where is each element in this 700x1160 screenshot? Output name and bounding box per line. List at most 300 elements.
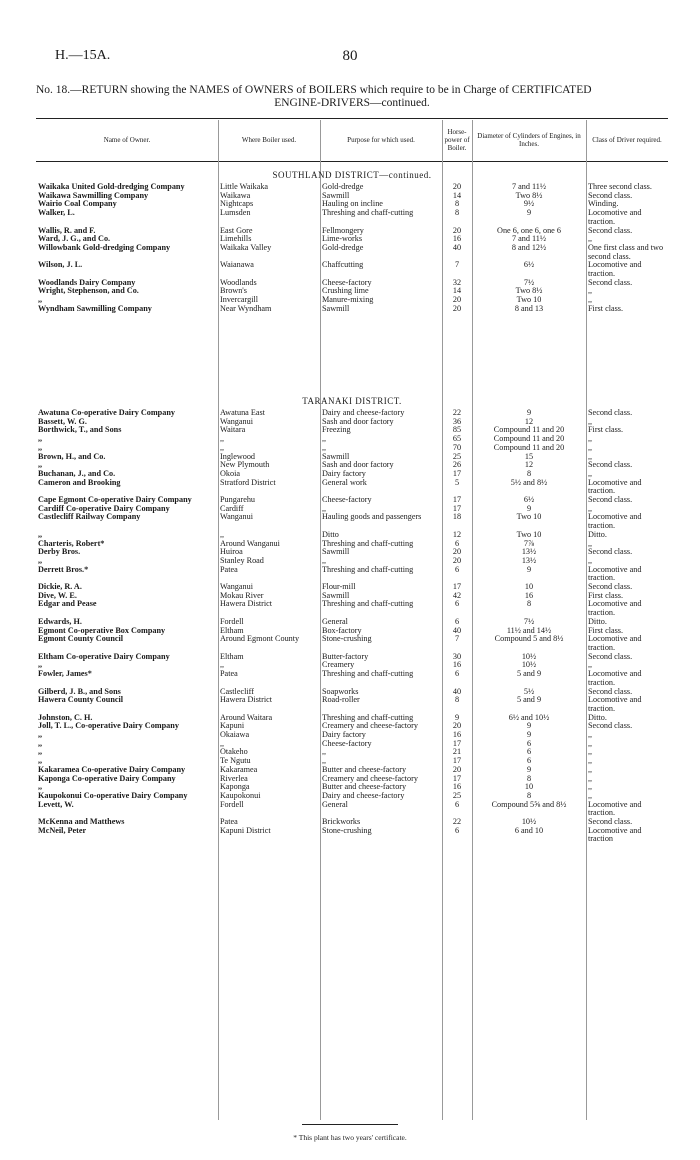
cell-purpose: Butter and cheese-factory [322, 764, 407, 774]
cell-hp: 6 [454, 564, 460, 574]
cell-owner: Hawera County Council [38, 695, 124, 705]
cell-where: Kaponga [220, 782, 250, 792]
cell-dia: 6 [526, 738, 532, 748]
cell-dia: 5 and 9 [516, 695, 542, 705]
cell-where: Kakaramea [220, 764, 258, 774]
table-row [36, 444, 668, 453]
cell-where: Waianawa [220, 260, 254, 270]
cell-cls: Locomotive and traction. [588, 599, 642, 618]
cell-purpose: Flour-mill [322, 582, 356, 592]
cell-hp: 16 [452, 660, 462, 670]
cell-hp: 40 [452, 625, 462, 635]
header-bottom-rule [36, 161, 668, 162]
cell-hp: 26 [452, 460, 462, 470]
cell-where: Woodlands [220, 277, 257, 287]
cell-purpose: Hauling on incline [322, 199, 383, 209]
table-row [36, 670, 668, 687]
page-number: 80 [342, 48, 358, 64]
cell-dia: 9 [526, 564, 532, 574]
cell-hp: 32 [452, 277, 462, 287]
cell-hp: 6 [454, 599, 460, 609]
cell-where: Eltham [220, 651, 244, 661]
cell-where: ,, [220, 660, 225, 670]
table-row [36, 540, 668, 549]
cell-cls: Second class. [588, 817, 633, 827]
cell-owner: Wilson, J. L. [38, 260, 83, 270]
cell-dia: 6½ and 10½ [508, 712, 550, 722]
cell-owner: McNeil, Peter [38, 825, 87, 835]
cell-where: Okaiawa [220, 730, 250, 740]
table-row [36, 244, 668, 261]
cell-purpose: Sawmill [322, 303, 350, 313]
cell-dia: 6 [526, 747, 532, 757]
cell-where: Stanley Road [220, 555, 264, 565]
cell-cls: First class. [588, 590, 624, 600]
cell-owner: Edgar and Pease [38, 599, 97, 609]
cell-purpose: Hauling goods and passengers [322, 512, 422, 522]
cell-where: ,, [220, 434, 225, 444]
cell-where: Patea [220, 564, 238, 574]
cell-owner: Gilberd, J. B., and Sons [38, 686, 121, 696]
cell-cls: Ditto. [588, 529, 607, 539]
cell-hp: 20 [452, 303, 462, 313]
cell-owner: Waikawa Sawmilling Company [38, 190, 149, 200]
cell-cls: Second class. [588, 408, 633, 417]
cell-hp: 22 [452, 817, 462, 827]
cell-hp: 7 [454, 634, 460, 644]
cell-dia: 9 [526, 764, 532, 774]
cell-cls: ,, [588, 730, 593, 740]
cell-dia: 11½ and 14½ [506, 625, 552, 635]
table-row [36, 583, 668, 592]
cell-hp: 20 [452, 764, 462, 774]
cell-purpose: Sawmill [322, 547, 350, 557]
cell-purpose: Stone-crushing [322, 634, 372, 644]
cell-cls: ,, [588, 782, 593, 792]
column-header-owner: Name of Owner. [103, 136, 151, 144]
cell-where: Pungarehu [220, 495, 256, 505]
cell-dia: 5½ [523, 686, 535, 696]
cell-owner: ,, [38, 730, 43, 740]
cell-dia: Two 10 [516, 295, 542, 305]
cell-dia: 7 and 11½ [511, 182, 547, 191]
cell-owner: Levett, W. [38, 799, 74, 809]
cell-hp: 8 [454, 208, 460, 218]
cell-hp: 18 [452, 512, 462, 522]
cell-hp: 30 [452, 651, 462, 661]
cell-hp: 12 [452, 529, 462, 539]
cell-cls: ,, [588, 773, 593, 783]
cell-where: Around Waitara [220, 712, 273, 722]
cell-dia: Compound 11 and 20 [493, 425, 565, 435]
cell-purpose: ,, [322, 442, 327, 452]
cell-purpose: Sawmill [322, 451, 350, 461]
cell-where: Waikawa [220, 190, 251, 200]
cell-purpose: Gold-dredge [322, 182, 364, 191]
cell-cls: Second class. [588, 495, 633, 505]
cell-where: Stratford District [220, 477, 276, 487]
table-row [36, 426, 668, 435]
cell-purpose: Cheese-factory [322, 495, 372, 505]
cell-purpose: Lime-works [322, 234, 363, 244]
cell-hp: 6 [454, 616, 460, 626]
cell-dia: 7 and 11½ [511, 234, 547, 244]
cell-where: East Gore [220, 225, 253, 235]
cell-hp: 8 [454, 199, 460, 209]
cell-owner: Wallis, R. and F. [38, 225, 96, 235]
cell-owner: Ward, J. G., and Co. [38, 234, 111, 244]
cell-dia: 8 [526, 468, 532, 478]
cell-where: Fordell [220, 616, 244, 626]
cell-cls: ,, [588, 503, 593, 513]
cell-purpose: Crushing lime [322, 286, 369, 296]
cell-owner: Cape Egmont Co-operative Dairy Company [38, 495, 192, 505]
section-heading-southland: SOUTHLAND DISTRICT—continued. [272, 170, 432, 180]
cell-owner: Waikaka United Gold-dredging Company [38, 182, 185, 191]
cell-cls: Locomotive and traction. [588, 208, 642, 226]
table-row [36, 435, 668, 444]
cell-where: Te Ngutu [220, 756, 251, 766]
cell-where: ,, [220, 738, 225, 748]
cell-dia: One 6, one 6, one 6 [497, 225, 561, 235]
cell-owner: McKenna and Matthews [38, 817, 125, 827]
cell-hp: 6 [454, 825, 460, 835]
cell-where: Awatuna East [220, 408, 265, 417]
cell-dia: 5½ and 8½ [510, 477, 548, 487]
cell-cls: Second class. [588, 686, 633, 696]
cell-dia: 10½ [521, 817, 537, 827]
cell-owner: Awatuna Co-operative Dairy Company [38, 408, 175, 417]
cell-where: Brown's [220, 286, 247, 296]
table-row [36, 792, 668, 801]
cell-owner: Edwards, H. [38, 616, 82, 626]
table-row [36, 827, 668, 844]
table-row [36, 600, 668, 617]
cell-cls: Locomotive and traction [588, 825, 642, 844]
cell-dia: 12 [524, 416, 534, 426]
cell-owner: Wright, Stephenson, and Co. [38, 286, 139, 296]
cell-cls: ,, [588, 790, 593, 800]
cell-dia: 5 and 9 [516, 669, 542, 679]
cell-purpose: ,, [322, 503, 327, 513]
cell-dia: Two 10 [516, 512, 542, 522]
cell-hp: 5 [454, 477, 460, 487]
cell-purpose: Cheese-factory [322, 277, 372, 287]
table-title [36, 84, 668, 110]
cell-hp: 20 [452, 555, 462, 565]
cell-purpose: Threshing and chaff-cutting [322, 669, 414, 679]
column-header-class: Class of Driver required. [592, 136, 662, 144]
table-row [36, 801, 668, 818]
cell-dia: 9 [526, 408, 532, 417]
cell-where: Cardiff [220, 503, 244, 513]
cell-hp: 14 [452, 190, 462, 200]
cell-where: Mokau River [220, 590, 264, 600]
cell-dia: 6 and 10 [514, 825, 544, 835]
cell-cls: Second class. [588, 277, 633, 287]
cell-dia: 9 [526, 208, 532, 218]
cell-owner: ,, [38, 529, 43, 539]
cell-purpose: Ditto [322, 529, 339, 539]
cell-dia: 8 and 13 [514, 303, 544, 313]
cell-purpose: Brickworks [322, 817, 361, 827]
cell-owner: ,, [38, 782, 43, 792]
footnote: * This plant has two years' certificate. [293, 1133, 407, 1142]
cell-purpose: Threshing and chaff-cutting [322, 712, 414, 722]
cell-dia: Compound 5⅝ and 8½ [491, 799, 567, 809]
cell-purpose: General work [322, 477, 367, 487]
page-reference: H.—15A. [55, 48, 111, 63]
cell-cls: ,, [588, 451, 593, 461]
cell-cls: ,, [588, 538, 593, 548]
cell-cls: ,, [588, 555, 593, 565]
cell-cls: First class. [588, 625, 624, 635]
cell-owner: ,, [38, 747, 43, 757]
taranaki-table [36, 409, 668, 844]
cell-hp: 17 [452, 503, 462, 513]
cell-where: Invercargill [220, 295, 259, 305]
cell-where: Wanganui [220, 582, 253, 592]
cell-where: Riverlea [220, 773, 248, 783]
cell-purpose: Threshing and chaff-cutting [322, 599, 414, 609]
cell-where: Wanganui [220, 416, 253, 426]
cell-dia: 15 [524, 451, 534, 461]
cell-purpose: Freezing [322, 425, 351, 435]
cell-cls: Second class. [588, 225, 633, 235]
cell-hp: 8 [454, 695, 460, 705]
cell-hp: 70 [452, 442, 462, 452]
header-top-rule [36, 118, 668, 119]
cell-where: New Plymouth [220, 460, 270, 470]
cell-owner: Buchanan, J., and Co. [38, 468, 116, 478]
cell-hp: 42 [452, 590, 462, 600]
cell-owner: Fowler, James* [38, 669, 92, 679]
cell-where: Huiroa [220, 547, 243, 557]
cell-cls: Locomotive and traction. [588, 695, 642, 713]
cell-dia: 6½ [523, 260, 535, 270]
cell-cls: Winding. [588, 199, 619, 209]
cell-purpose: Sash and door factory [322, 460, 394, 470]
cell-where: Otakeho [220, 747, 248, 757]
cell-owner: Egmont County Council [38, 634, 124, 644]
cell-owner: Charteris, Robert* [38, 538, 105, 548]
cell-cls: ,, [588, 286, 593, 296]
cell-where: Okoia [220, 468, 241, 478]
cell-dia: 9 [526, 721, 532, 731]
cell-purpose: Fellmongery [322, 225, 364, 235]
cell-owner: Derby Bros. [38, 547, 81, 557]
cell-hp: 17 [452, 468, 462, 478]
cell-where: Hawera District [220, 695, 273, 705]
cell-cls: Ditto. [588, 712, 607, 722]
cell-purpose: Dairy factory [322, 730, 366, 740]
cell-cls: Second class. [588, 721, 633, 731]
cell-purpose: Threshing and chaff-cutting [322, 208, 414, 218]
cell-dia: 8 [526, 790, 532, 800]
cell-owner: ,, [38, 660, 43, 670]
table-title-line-1: No. 18.—RETURN showing the NAMES of OWNERS of BOILERS which require to be in Charge of CERTIFICATED [36, 84, 592, 96]
cell-hp: 65 [452, 434, 462, 444]
cell-dia: 13½ [521, 547, 537, 557]
table-row [36, 261, 668, 278]
cell-owner: ,, [38, 442, 43, 452]
cell-dia: 7½ [523, 616, 535, 626]
cell-purpose: General [322, 799, 348, 809]
cell-owner: Kaponga Co-operative Dairy Company [38, 773, 176, 783]
cell-owner: Cardiff Co-operative Dairy Company [38, 503, 170, 513]
cell-purpose: Creamery [322, 660, 355, 670]
cell-cls: ,, [588, 234, 593, 244]
cell-purpose: Manure-mixing [322, 295, 374, 305]
cell-purpose: Butter-factory [322, 651, 369, 661]
cell-purpose: Sawmill [322, 590, 350, 600]
cell-hp: 17 [452, 756, 462, 766]
cell-cls: Three second class. [588, 182, 652, 191]
cell-where: Around Wanganui [220, 538, 280, 548]
cell-hp: 17 [452, 738, 462, 748]
section-heading-taranaki: TARANAKI DISTRICT. [302, 396, 402, 406]
column-header-purpose: Purpose for which used. [347, 136, 415, 144]
cell-hp: 6 [454, 669, 460, 679]
cell-cls: Locomotive and traction. [588, 260, 642, 279]
cell-cls: Locomotive and traction. [588, 799, 642, 818]
table-row [36, 740, 668, 749]
cell-hp: 9 [454, 712, 460, 722]
cell-purpose: ,, [322, 555, 327, 565]
cell-owner: ,, [38, 460, 43, 470]
cell-dia: Compound 5 and 8½ [494, 634, 564, 644]
cell-dia: 9 [526, 503, 532, 513]
cell-cls: Locomotive and traction. [588, 512, 642, 531]
cell-cls: ,, [588, 756, 593, 766]
cell-dia: 7½ [523, 277, 535, 287]
cell-owner: Brown, H., and Co. [38, 451, 106, 461]
table-row [36, 635, 668, 652]
cell-purpose: Threshing and chaff-cutting [322, 538, 414, 548]
cell-where: Hawera District [220, 599, 273, 609]
cell-cls: First class. [588, 425, 624, 435]
cell-where: Limehills [220, 234, 252, 244]
column-header-where: Where Boiler used. [241, 136, 297, 144]
cell-hp: 6 [454, 538, 460, 548]
cell-purpose: Creamery and cheese-factory [322, 721, 418, 731]
cell-cls: One first class and two second class. [588, 242, 664, 261]
cell-owner: ,, [38, 738, 43, 748]
cell-where: Patea [220, 817, 238, 827]
cell-cls: ,, [588, 764, 593, 774]
cell-where: Nightcaps [220, 199, 254, 209]
cell-where: Little Waikaka [220, 182, 269, 191]
cell-hp: 14 [452, 286, 462, 296]
table-title-line-2: ENGINE-DRIVERS—continued. [274, 97, 430, 109]
cell-cls: Second class. [588, 582, 633, 592]
cell-where: ,, [220, 529, 225, 539]
cell-where: Fordell [220, 799, 244, 809]
cell-cls: Locomotive and traction. [588, 634, 642, 652]
cell-cls: ,, [588, 442, 593, 452]
cell-hp: 21 [452, 747, 462, 757]
cell-cls: ,, [588, 747, 593, 757]
cell-where: Near Wyndham [220, 303, 272, 313]
table-row [36, 479, 668, 496]
cell-cls: Locomotive and traction. [588, 477, 642, 496]
cell-hp: 17 [452, 582, 462, 592]
cell-where: Patea [220, 669, 238, 679]
cell-dia: 16 [524, 590, 534, 600]
cell-owner: Dickie, R. A. [38, 582, 82, 592]
cell-hp: 20 [452, 547, 462, 557]
cell-dia: 9 [526, 730, 532, 740]
cell-hp: 20 [452, 225, 462, 235]
table-row [36, 548, 668, 557]
cell-cls: Second class. [588, 460, 633, 470]
cell-purpose: Chaffcutting [322, 260, 364, 270]
cell-owner: Willowbank Gold-dredging Company [38, 242, 171, 252]
cell-cls: ,, [588, 468, 593, 478]
cell-owner: Eltham Co-operative Dairy Company [38, 651, 170, 661]
cell-purpose: ,, [322, 747, 327, 757]
cell-hp: 17 [452, 773, 462, 783]
cell-owner: Joll, T. L., Co-operative Dairy Company [38, 721, 179, 731]
cell-cls: First class. [588, 303, 624, 313]
cell-owner: Castlecliff Railway Company [38, 512, 141, 522]
table-row [36, 748, 668, 757]
cell-dia: Compound 11 and 20 [493, 442, 565, 452]
table-row [36, 696, 668, 713]
cell-hp: 40 [452, 242, 462, 252]
cell-hp: 40 [452, 686, 462, 696]
cell-hp: 25 [452, 451, 462, 461]
cell-hp: 22 [452, 408, 462, 417]
cell-hp: 16 [452, 730, 462, 740]
cell-purpose: General [322, 616, 348, 626]
cell-owner: Cameron and Brooking [38, 477, 121, 487]
cell-dia: 9½ [523, 199, 535, 209]
table-row [36, 513, 668, 530]
cell-owner: Woodlands Dairy Company [38, 277, 136, 287]
cell-dia: 8 and 12½ [511, 242, 547, 252]
cell-hp: 20 [452, 295, 462, 305]
cell-dia: 8 [526, 599, 532, 609]
cell-where: Waikaka Valley [220, 242, 272, 252]
cell-purpose: Gold-dredge [322, 242, 364, 252]
cell-cls: Second class. [588, 190, 633, 200]
southland-table [36, 183, 668, 314]
footnote-rule [302, 1124, 398, 1125]
cell-hp: 20 [452, 721, 462, 731]
cell-purpose: ,, [322, 756, 327, 766]
cell-owner: Johnston, C. H. [38, 712, 93, 722]
cell-owner: Dive, W. E. [38, 590, 77, 600]
cell-purpose: Creamery and cheese-factory [322, 773, 418, 783]
cell-owner: Bassett, W. G. [38, 416, 87, 426]
cell-cls: ,, [588, 434, 593, 444]
cell-dia: 6 [526, 756, 532, 766]
cell-dia: 13½ [521, 555, 537, 565]
cell-hp: 25 [452, 790, 462, 800]
cell-purpose: Road-roller [322, 695, 360, 705]
cell-dia: Two 10 [516, 529, 542, 539]
cell-owner: Wyndham Sawmilling Company [38, 303, 152, 313]
cell-cls: Locomotive and traction. [588, 669, 642, 687]
cell-purpose: Sawmill [322, 190, 350, 200]
cell-dia: 10½ [521, 651, 537, 661]
cell-where: Kapuni [220, 721, 245, 731]
cell-where: Inglewood [220, 451, 256, 461]
cell-purpose: Box-factory [322, 625, 362, 635]
cell-purpose: Soapworks [322, 686, 359, 696]
cell-cls: ,, [588, 660, 593, 670]
